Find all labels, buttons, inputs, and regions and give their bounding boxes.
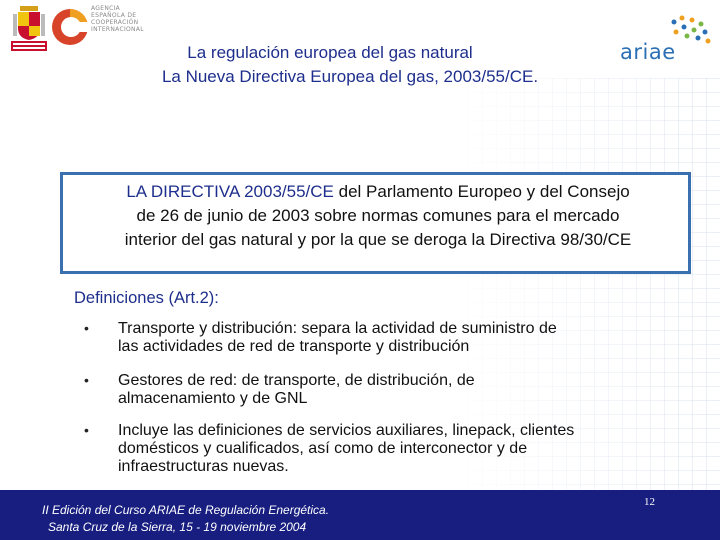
aecid-line: COOPERACIÓN bbox=[91, 19, 139, 26]
bullet-icon: • bbox=[84, 372, 89, 388]
directive-line: de 26 de junio de 2003 sobre normas comunes para el mercado bbox=[136, 206, 620, 225]
list-item-line: domésticos y cualificados, así como de interconector y de bbox=[118, 440, 528, 457]
aecid-line: INTERNACIONAL bbox=[91, 26, 144, 33]
list-item-line: Gestores de red: de transporte, de distribución, de bbox=[118, 372, 475, 389]
directive-line-rest: del Parlamento Europeo y del Consejo bbox=[333, 182, 630, 201]
aecid-wordmark bbox=[91, 5, 161, 33]
definitions-heading: Definiciones (Art.2): bbox=[74, 289, 219, 307]
directive-line bbox=[68, 180, 688, 204]
directive-line: interior del gas natural y por la que se deroga la Directiva 98/30/CE bbox=[124, 230, 632, 249]
ariae-wordmark: ariae bbox=[620, 40, 676, 64]
list-item-line: Incluye las definiciones de servicios auxiliares, linepack, clientes bbox=[118, 422, 575, 439]
list-item-line: las actividades de red de transporte y distribución bbox=[118, 338, 470, 355]
list-item-text bbox=[118, 320, 698, 356]
bullet-icon: • bbox=[84, 422, 89, 438]
bullet-icon: • bbox=[84, 320, 89, 336]
aecid-line: ESPAÑOLA DE bbox=[91, 12, 137, 19]
footer-location: Santa Cruz de la Sierra, 15 - 19 noviembre 2004 bbox=[48, 520, 307, 534]
slide-title: La regulación europea del gas natural bbox=[187, 43, 473, 62]
list-item-text bbox=[118, 422, 698, 476]
page-number: 12 bbox=[644, 496, 655, 508]
directive-reference: LA DIRECTIVA 2003/55/CE bbox=[126, 182, 334, 201]
directive-text bbox=[68, 180, 688, 252]
list-item-line: infraestructuras nuevas. bbox=[118, 458, 289, 475]
list-item-text bbox=[118, 372, 698, 408]
list-item-line: almacenamiento y de GNL bbox=[118, 390, 308, 407]
ministerio-crest-icon bbox=[10, 4, 48, 52]
aecid-logo-icon bbox=[50, 4, 90, 50]
footer-course: II Edición del Curso ARIAE de Regulación Energética. bbox=[42, 503, 330, 517]
slide-subtitle: La Nueva Directiva Europea del gas, 2003/55/CE. bbox=[161, 67, 539, 86]
list-item-line: Transporte y distribución: separa la actividad de suministro de bbox=[118, 320, 557, 337]
aecid-line: AGENCIA bbox=[91, 5, 121, 12]
